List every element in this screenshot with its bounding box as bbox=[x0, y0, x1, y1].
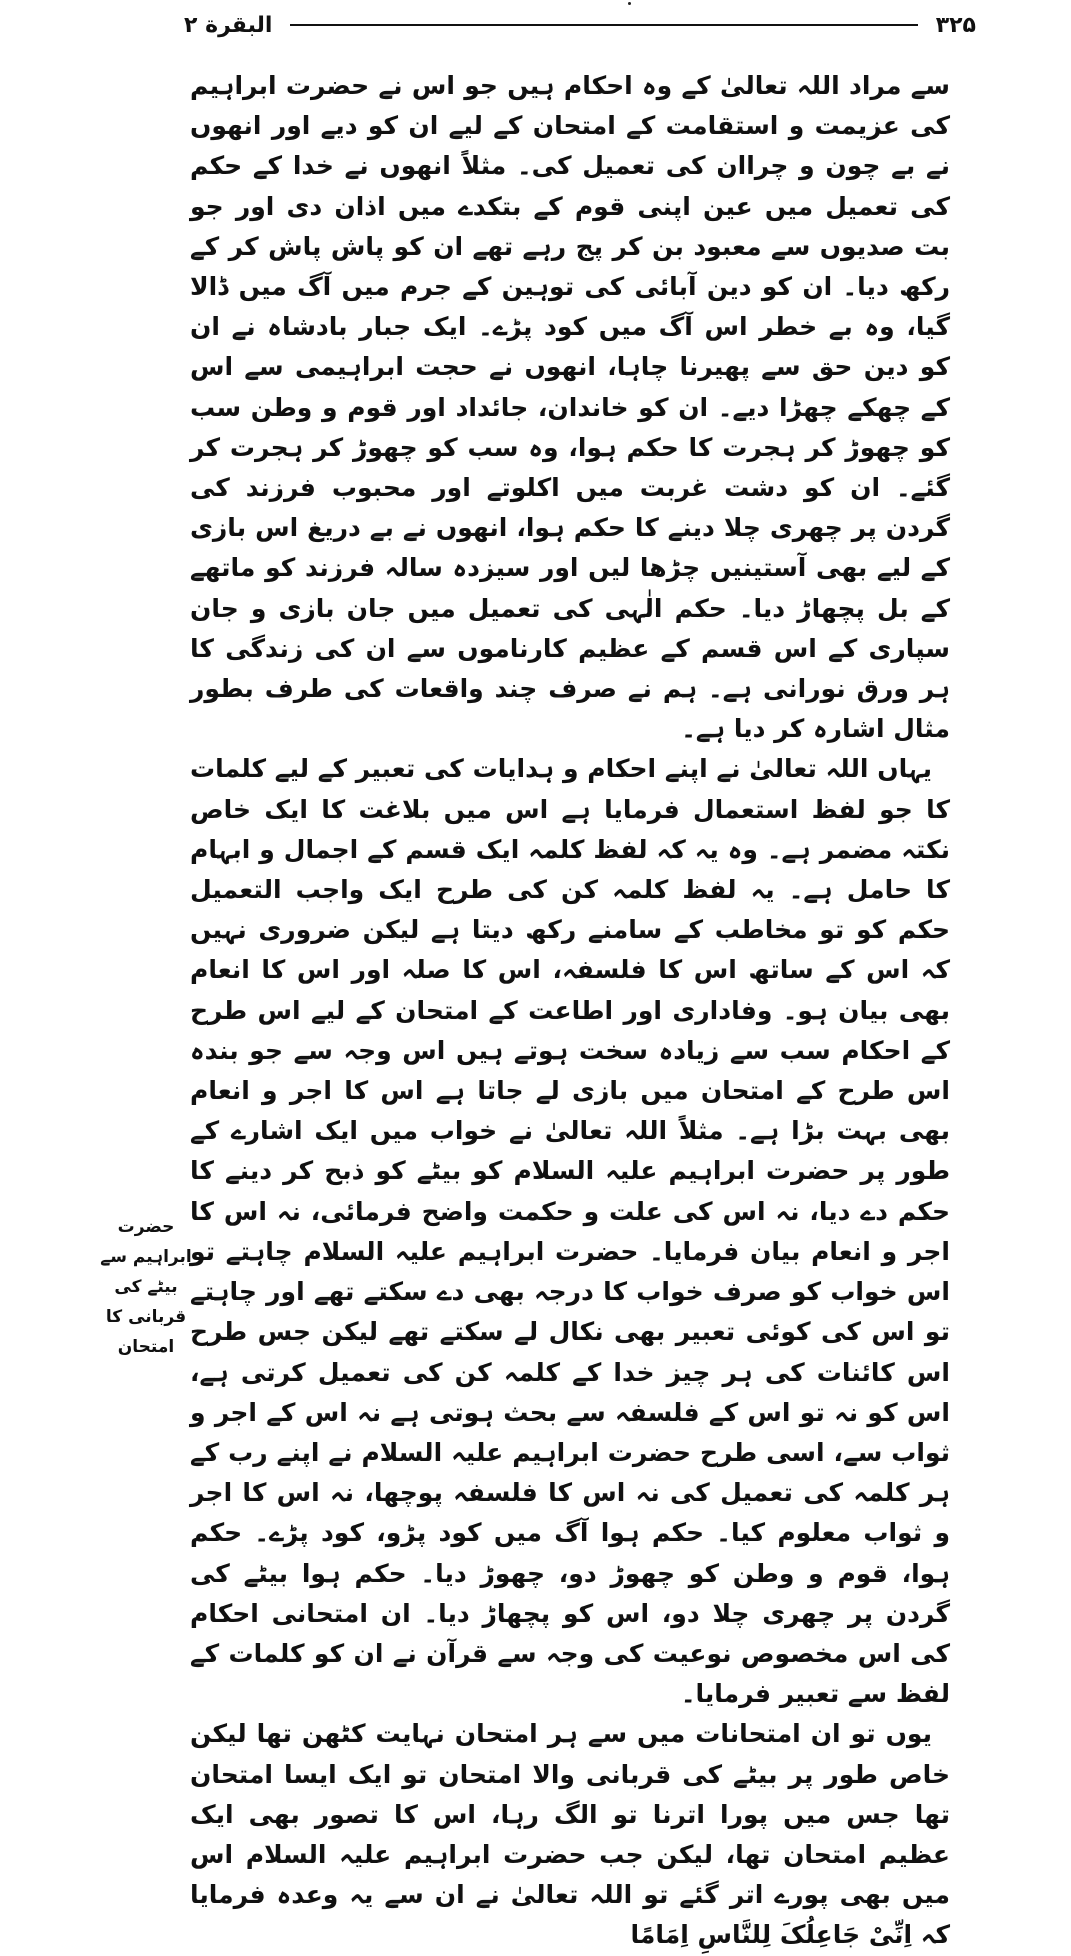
page-number: ۳۲۵ bbox=[935, 12, 976, 38]
body-text bbox=[190, 66, 950, 1956]
page-header bbox=[180, 8, 980, 42]
paragraph-1: سے مراد اللہ تعالیٰ کے وہ احکام ہیں جو اس نے حضرت ابراہیم کی عزیمت و استقامت کے امتحان کے لیے ان کو دیے اور انھوں نے بے چون و چراان کی تعمیل کی۔ مثلاً انھوں نے خدا کے حکم کی تعمیل میں عین اپنی قوم کے بتکدے میں اذان دی اور جو بت صدیوں سے معبود بن کر پج رہے تھے ان کو پاش پاش کر کے رکھ دیا۔ ان کو دین آبائی کی توہین کے جرم میں آگ میں ڈالا گیا، وہ بے خطر اس آگ میں کود پڑے۔ ایک جبار بادشاہ نے ان کو دین حق سے پھیرنا چاہا، انھوں نے حجت ابراہیمی سے اس کے چھکے چھڑا دیے۔ ان کو خاندان، جائداد اور قوم و وطن سب کو چھوڑ کر ہجرت کا حکم ہوا، وہ سب کو چھوڑ کر ہجرت کر گئے۔ ان کو دشت غربت میں اکلوتے اور محبوب فرزند کی گردن پر چھری چلا دینے کا حکم ہوا، انھوں نے بے دریغ اس بازی کے لیے بھی آستینیں چڑھا لیں اور سیزدہ سالہ فرزند کو ماتھے کے بل پچھاڑ دیا۔ حکم الٰہی کی تعمیل میں جان بازی و جان سپاری کے اس قسم کے عظیم کارناموں سے ان کی زندگی کا ہر ورق نورانی ہے۔ ہم نے صرف چند واقعات کی طرف بطور مثال اشارہ کر دیا ہے۔ bbox=[190, 71, 950, 744]
margin-note: حضرت ابراہیم سے بیٹے کی قربانی کا امتحان bbox=[100, 1217, 192, 1357]
print-speck bbox=[628, 2, 631, 5]
paragraph-3: یوں تو ان امتحانات میں سے ہر امتحان نہایت کٹھن تھا لیکن خاص طور پر بیٹے کی قربانی والا امتحان تو ایک ایسا امتحان تھا جس میں پورا اترنا تو الگ رہا، اس کا تصور بھی ایک عظیم امتحان تھا، لیکن جب حضرت ابراہیم علیہ السلام اس میں بھی پورے اتر گئے تو اللہ تعالیٰ نے ان سے یہ وعدہ فرمایا کہ اِنِّیْ جَاعِلُکَ لِلنَّاسِ اِمَامًا bbox=[190, 1719, 950, 1950]
header-rule bbox=[290, 24, 917, 26]
running-title: البقرة ٢ bbox=[184, 12, 273, 38]
paragraph-2: یہاں اللہ تعالیٰ نے اپنے احکام و ہدایات کی تعبیر کے لیے کلمات کا جو لفظ استعمال فرمایا ہے اس میں بلاغت کا ایک خاص نکتہ مضمر ہے۔ وہ یہ کہ لفظ کلمہ ایک قسم کے اجمال و ابہام کا حامل ہے۔ یہ لفظ کلمہ کن کی طرح ایک واجب التعمیل حکم کو تو مخاطب کے سامنے رکھ دیتا ہے لیکن ضروری نہیں کہ اس کے ساتھ اس کا فلسفہ، اس کا صلہ اور اس کا انعام بھی بیان ہو۔ وفاداری اور اطاعت کے امتحان کے لیے اس طرح کے احکام سب سے زیادہ سخت ہوتے ہیں اس وجہ سے جو بندہ اس طرح کے امتحان میں بازی لے جاتا ہے اس کا اجر و انعام بھی بہت بڑا ہے۔ مثلاً اللہ تعالیٰ نے خواب میں ایک اشارے کے طور پر حضرت ابراہیم علیہ السلام کو بیٹے کو ذبح کر دینے کا حکم دے دیا، نہ اس کی علت و حکمت واضح فرمائی، نہ اس کا اجر و انعام بیان فرمایا۔ حضرت ابراہیم علیہ السلام چاہتے تو اس خواب کو صرف خواب کا درجہ بھی دے سکتے تھے اور چاہتے تو اس کی کوئی تعبیر بھی نکال لے سکتے تھے لیکن جس طرح اس کائنات کی ہر چیز خدا کے کلمہ کن کی تعمیل کرتی ہے، اس کو نہ تو اس کے فلسفہ سے بحث ہوتی ہے نہ اس کے اجر و ثواب سے، اسی طرح حضرت ابراہیم علیہ السلام نے اپنے رب کے ہر کلمہ کی تعمیل کی نہ اس کا فلسفہ پوچھا، نہ اس کا اجر و ثواب معلوم کیا۔ حکم ہوا آگ میں کود پڑو، کود پڑے۔ حکم ہوا، قوم و وطن کو چھوڑ دو، چھوڑ دیا۔ حکم ہوا بیٹے کی گردن پر چھری چلا دو، اس کو پچھاڑ دیا۔ ان امتحانی احکام کی اس مخصوص نوعیت کی وجہ سے قرآن نے ان کو کلمات کے لفظ سے تعبیر فرمایا۔ bbox=[190, 754, 950, 1709]
